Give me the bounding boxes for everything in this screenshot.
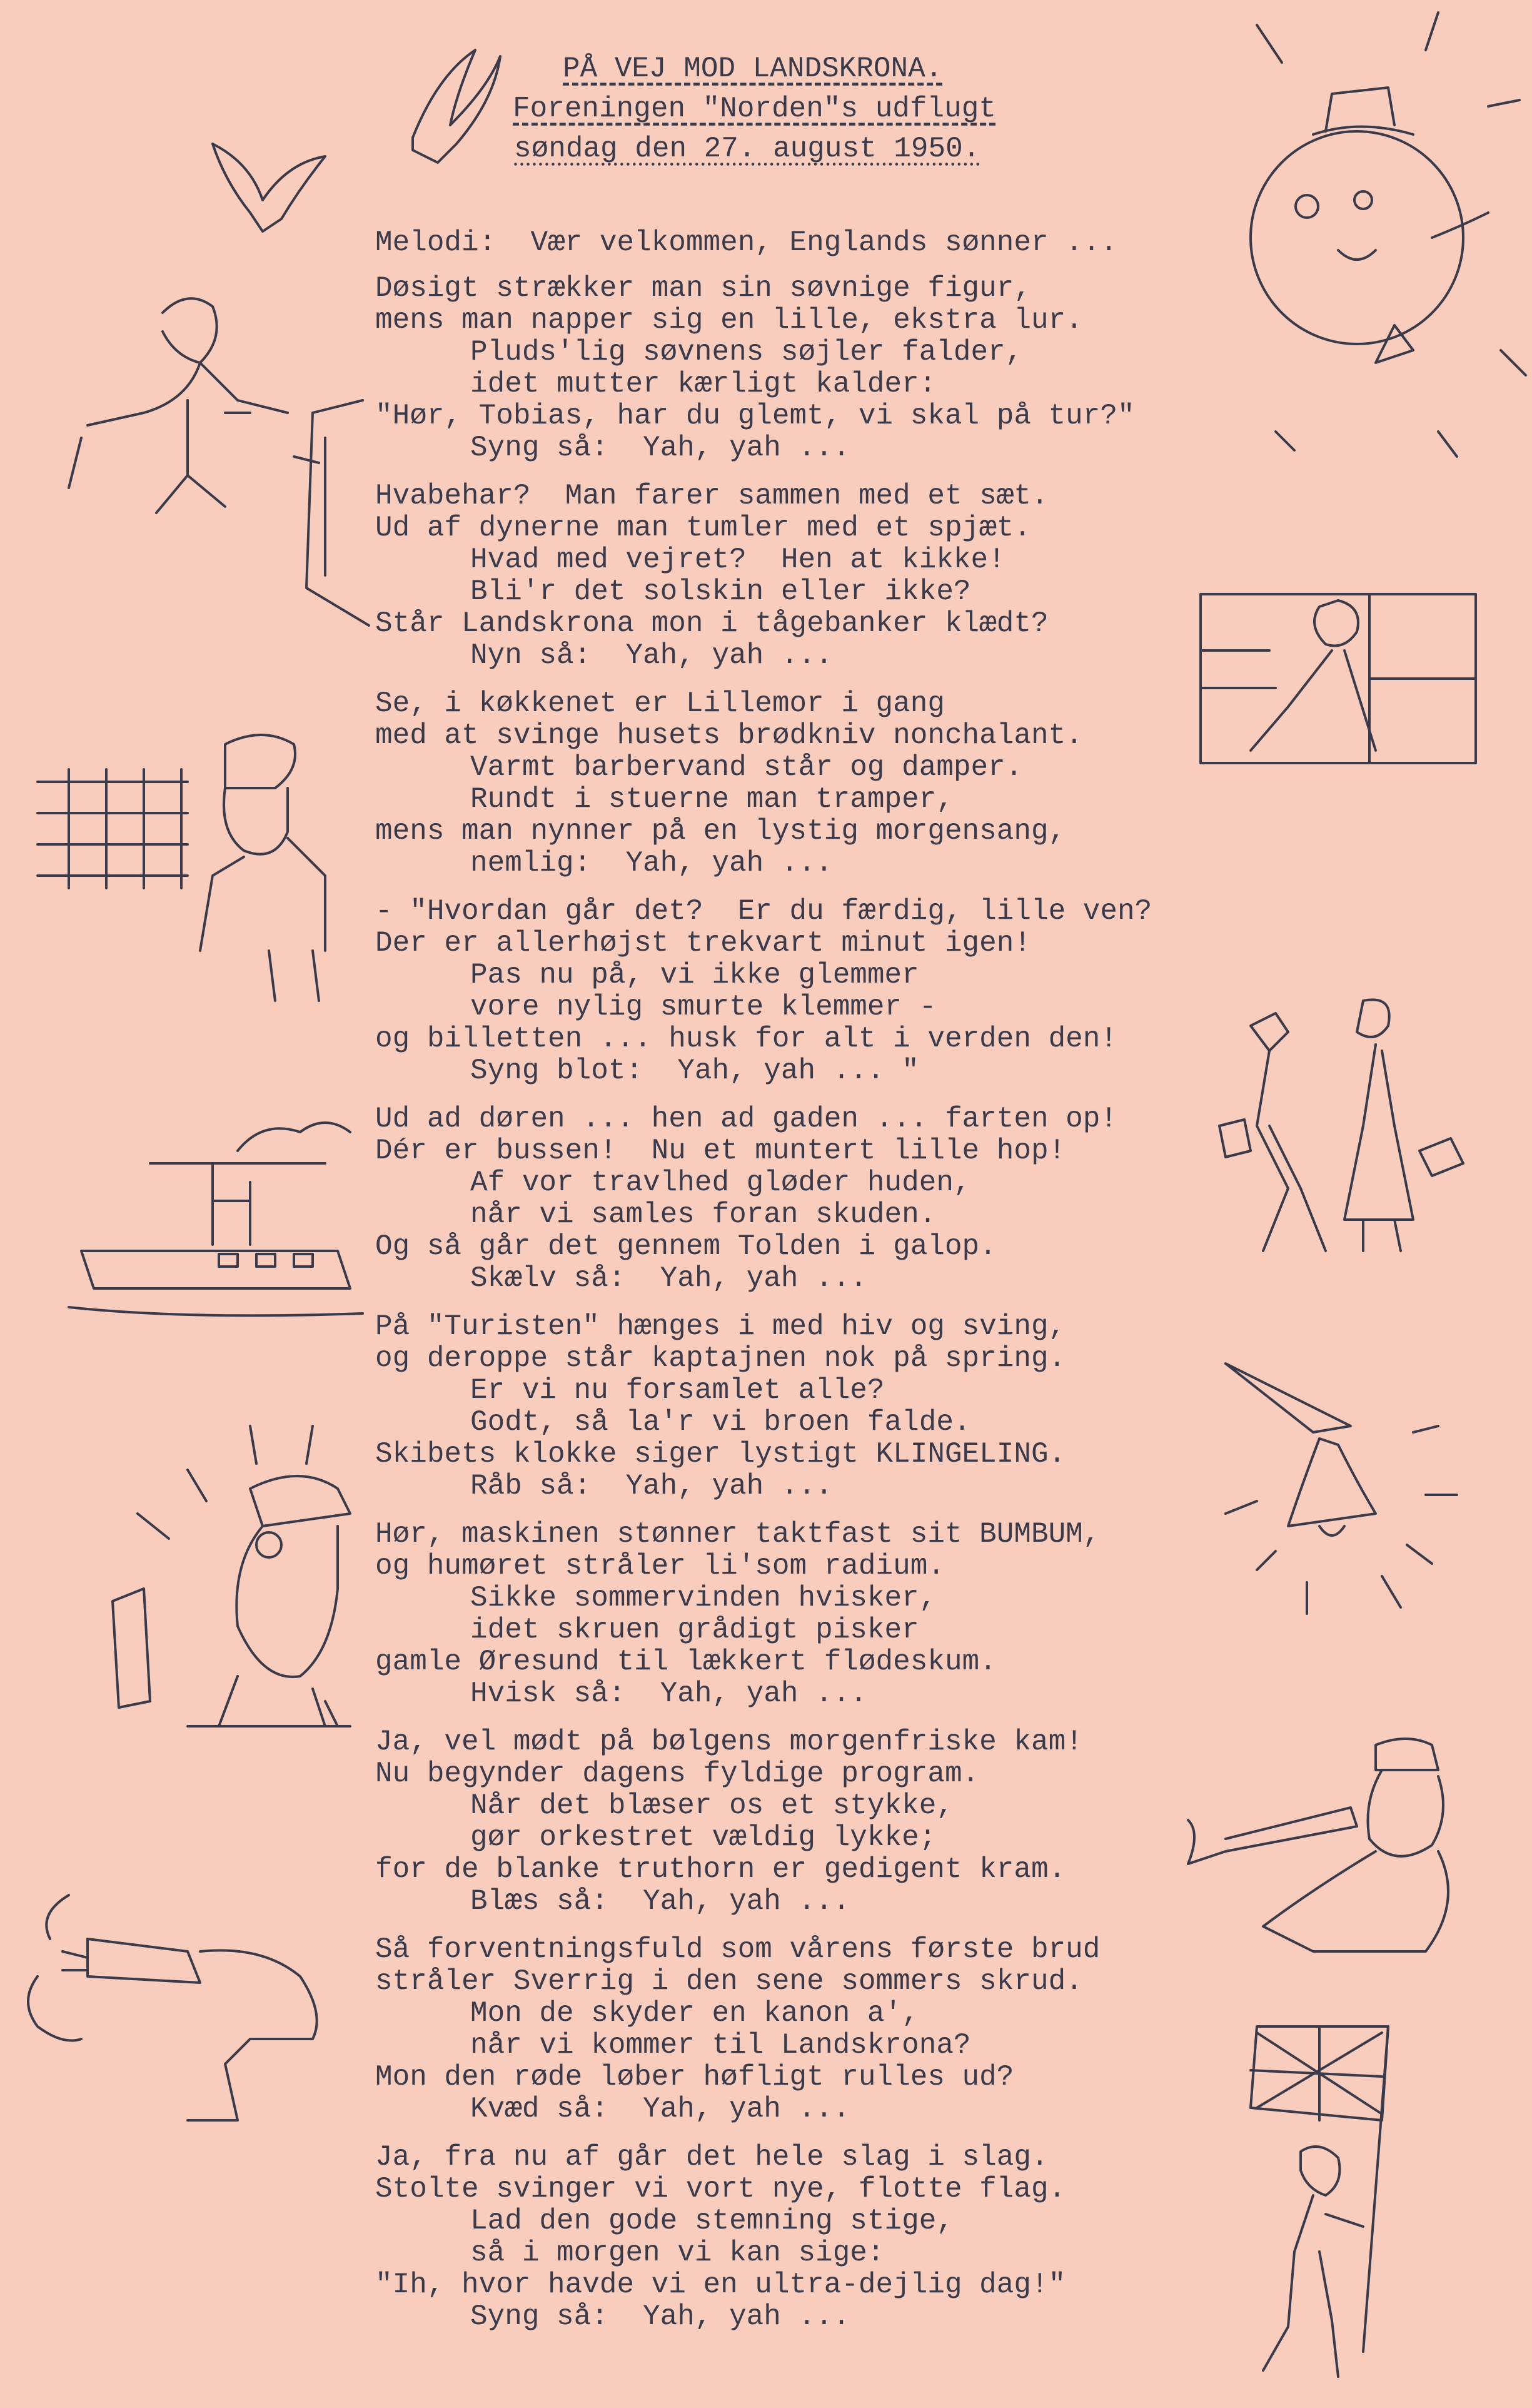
bell-icon bbox=[1226, 1363, 1457, 1614]
verse-line: Skælv så: Yah, yah ... bbox=[470, 1262, 867, 1295]
verse-line: Blæs så: Yah, yah ... bbox=[470, 1885, 850, 1918]
verse-line: idet mutter kærligt kalder: bbox=[470, 368, 937, 400]
verse-line: og billetten ... husk for alt i verden den! bbox=[375, 1023, 1117, 1055]
verse-line: Lad den gode stemning stige, bbox=[470, 2205, 954, 2237]
verse-line: Dér er bussen! Nu et muntert lille hop! bbox=[375, 1135, 1066, 1167]
cook-icon bbox=[38, 735, 325, 1001]
verse-line: Pluds'lig søvnens søjler falder, bbox=[470, 336, 1023, 368]
captain-icon bbox=[113, 1426, 350, 1726]
sleeper-icon bbox=[69, 298, 319, 513]
verse-line: Rundt i stuerne man tramper, bbox=[470, 783, 954, 816]
cannon-icon bbox=[28, 1895, 317, 2120]
verse-line: Så forventningsfuld som vårens første brud bbox=[375, 1933, 1101, 1966]
steamship-icon bbox=[69, 1123, 363, 1315]
verse-line: Stolte svinger vi vort nye, flotte flag. bbox=[375, 2173, 1066, 2205]
verse-line: og humøret stråler li'som radium. bbox=[375, 1550, 945, 1582]
bed-icon bbox=[306, 400, 369, 625]
verse-line: Sikke sommervinden hvisker, bbox=[470, 1582, 937, 1614]
trumpeter-icon bbox=[1188, 1739, 1448, 1951]
verse-line: nemlig: Yah, yah ... bbox=[470, 847, 833, 879]
verse-line: På "Turisten" hænges i med hiv og sving, bbox=[375, 1310, 1066, 1343]
verse-line: Og så går det gennem Tolden i galop. bbox=[375, 1230, 997, 1263]
verse-line: mens man napper sig en lille, ekstra lur. bbox=[375, 304, 1083, 336]
window-man-icon bbox=[1201, 594, 1476, 763]
verse-line: Godt, så la'r vi broen falde. bbox=[470, 1406, 971, 1439]
verse-line: og deroppe står kaptajnen nok på spring. bbox=[375, 1342, 1066, 1375]
verse-line: Pas nu på, vi ikke glemmer bbox=[470, 959, 919, 991]
song-subtitle: Foreningen "Norden"s udflugt bbox=[513, 93, 996, 125]
verse-line: Mon den røde løber høfligt rulles ud? bbox=[375, 2061, 1014, 2093]
verse-line: Hvabehar? Man farer sammen med et sæt. bbox=[375, 480, 1049, 512]
song-title: PÅ VEJ MOD LANDSKRONA. bbox=[563, 53, 943, 85]
flag-bearer-icon bbox=[1251, 2026, 1388, 2377]
verse-line: gamle Øresund til lækkert flødeskum. bbox=[375, 1646, 997, 1678]
verse-line: Ud af dynerne man tumler med et spjæt. bbox=[375, 512, 1031, 544]
verse-line: gør orkestret vældig lykke; bbox=[470, 1821, 937, 1854]
moon-face-icon bbox=[1251, 13, 1526, 457]
verse-line: Nyn så: Yah, yah ... bbox=[470, 639, 833, 672]
verse-line: Døsigt strækker man sin søvnige figur, bbox=[375, 272, 1031, 305]
song-date: søndag den 27. august 1950. bbox=[514, 133, 980, 165]
verse-line: for de blanke truthorn er gedigent kram. bbox=[375, 1853, 1066, 1886]
couple-icon bbox=[1219, 999, 1463, 1251]
verse-line: Ja, fra nu af går det hele slag i slag. bbox=[375, 2141, 1049, 2173]
verse-line: Af vor travlhed gløder huden, bbox=[470, 1166, 971, 1199]
verse-line: Hvisk så: Yah, yah ... bbox=[470, 1677, 867, 1710]
verse-line: idet skruen grådigt pisker bbox=[470, 1614, 919, 1646]
verse-line: Hør, maskinen stønner taktfast sit BUMBUM, bbox=[375, 1518, 1101, 1551]
verse-line: Syng blot: Yah, yah ... " bbox=[470, 1055, 919, 1087]
verse-line: med at svinge husets brødkniv nonchalant. bbox=[375, 719, 1083, 752]
verse-line: Kvæd så: Yah, yah ... bbox=[470, 2093, 850, 2125]
melody-line: Melodi: Vær velkommen, Englands sønner ... bbox=[375, 226, 1117, 259]
verse-line: Syng så: Yah, yah ... bbox=[470, 2300, 850, 2333]
verse-line: Mon de skyder en kanon a', bbox=[470, 1997, 919, 2030]
verse-line: "Ih, hvor havde vi en ultra-dejlig dag!" bbox=[375, 2269, 1066, 2301]
seagull-icon bbox=[213, 50, 500, 231]
verse-line: Råb så: Yah, yah ... bbox=[470, 1470, 833, 1502]
verse-line: Nu begynder dagens fyldige program. bbox=[375, 1758, 980, 1790]
verse-line: - "Hvordan går det? Er du færdig, lille ven? bbox=[375, 895, 1152, 928]
verse-line: Skibets klokke siger lystigt KLINGELING. bbox=[375, 1438, 1066, 1470]
verse-line: Der er allerhøjst trekvart minut igen! bbox=[375, 927, 1031, 959]
verse-line: Står Landskrona mon i tågebanker klædt? bbox=[375, 607, 1049, 640]
verse-line: Syng så: Yah, yah ... bbox=[470, 432, 850, 464]
verse-line: Bli'r det solskin eller ikke? bbox=[470, 575, 971, 608]
verse-line: mens man nynner på en lystig morgensang, bbox=[375, 815, 1066, 847]
verse-line: når vi samles foran skuden. bbox=[470, 1198, 937, 1231]
verse-line: Ja, vel mødt på bølgens morgenfriske kam! bbox=[375, 1726, 1083, 1758]
verse-line: Ud ad døren ... hen ad gaden ... farten op! bbox=[375, 1103, 1117, 1135]
verse-line: Varmt barbervand står og damper. bbox=[470, 751, 1023, 784]
verse-line: så i morgen vi kan sige: bbox=[470, 2237, 885, 2269]
verse-line: stråler Sverrig i den sene sommers skrud. bbox=[375, 1965, 1083, 1998]
verse-line: Se, i køkkenet er Lillemor i gang bbox=[375, 687, 945, 720]
verse-line: når vi kommer til Landskrona? bbox=[470, 2029, 971, 2061]
verse-line: "Hør, Tobias, har du glemt, vi skal på tur?" bbox=[375, 400, 1135, 432]
verse-line: Hvad med vejret? Hen at kikke! bbox=[470, 544, 1005, 576]
verse-line: vore nylig smurte klemmer - bbox=[470, 991, 937, 1023]
verse-line: Når det blæser os et stykke, bbox=[470, 1789, 954, 1822]
verse-line: Er vi nu forsamlet alle? bbox=[470, 1374, 885, 1407]
